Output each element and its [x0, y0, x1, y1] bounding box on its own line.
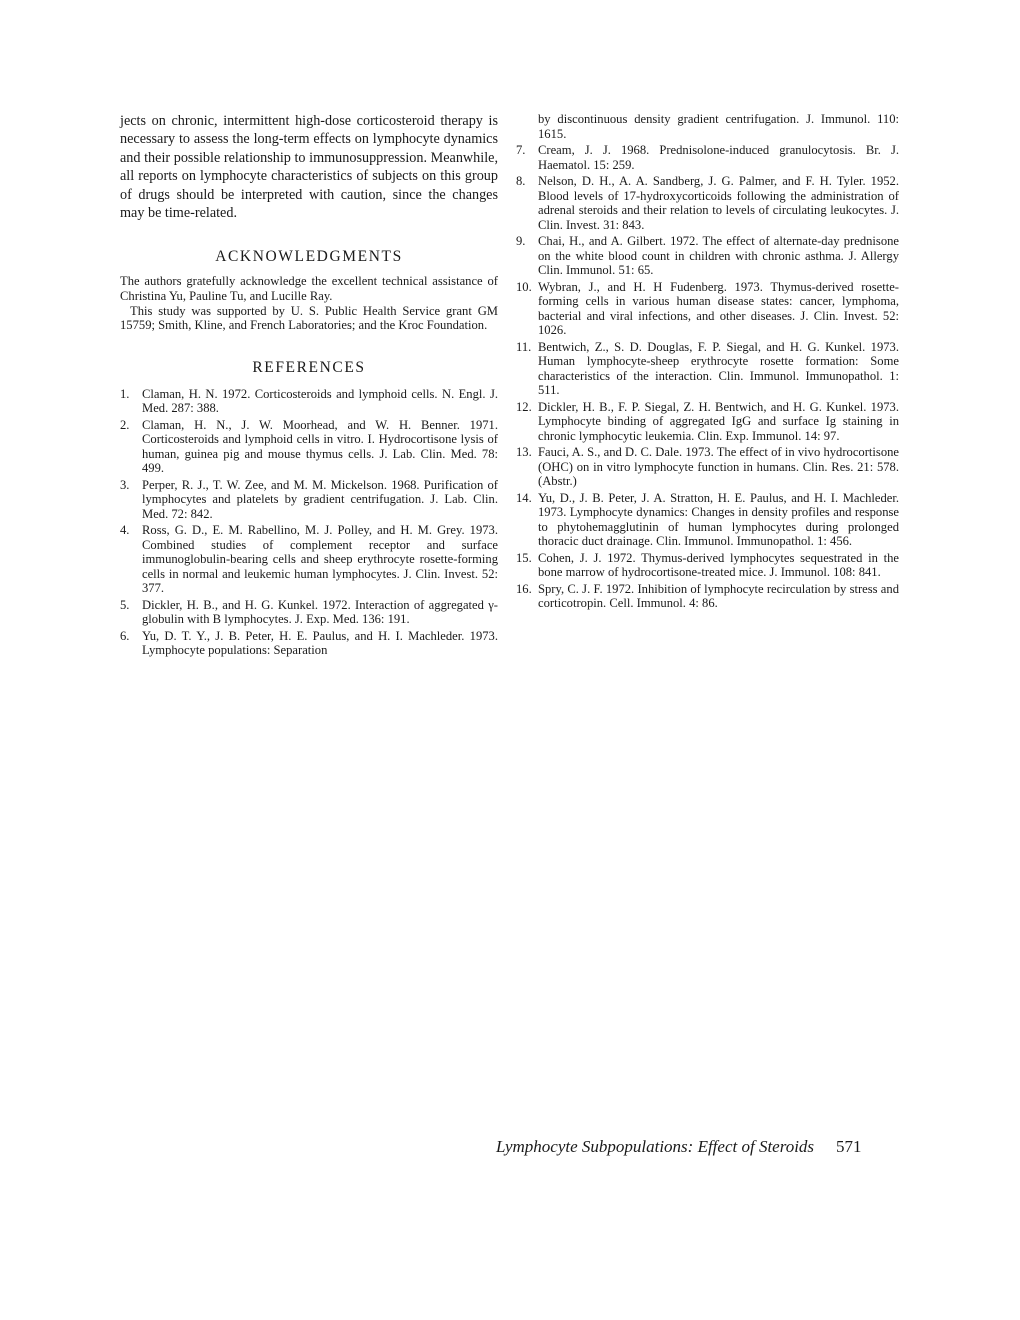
reference-text: Ross, G. D., E. M. Rabellino, M. J. Polley, and H. M. Grey. 1973. Combined studies of complement receptor and surface immunoglobulin-bearing cells and sheep erythrocyte rosette-forming cells in normal and leukemic human lymphocytes. J. Clin. Invest. 52: 377.	[142, 523, 498, 596]
reference-number: 4.	[120, 523, 130, 538]
reference-text: Cohen, J. J. 1972. Thymus-derived lymphocytes sequestrated in the bone marrow of hydrocortisone-treated mice. J. Immunol. 108: 841.	[538, 550, 899, 579]
reference-text: Dickler, H. B., F. P. Siegal, Z. H. Bentwich, and H. G. Kunkel. 1973. Lymphocyte binding of aggregated IgG and surface Ig staining in chronic lymphocytic leukemia. Clin. Exp. Immunol. 14: 97.	[538, 399, 899, 443]
reference-number: 1.	[120, 386, 130, 401]
reference-item	[516, 234, 899, 278]
reference-item	[120, 629, 498, 658]
funding-text: This study was supported by U. S. Public Health Service grant GM 15759; Smith, Kline, and French Laboratories; and the Kroc Foundation.	[120, 303, 498, 333]
reference-text: Chai, H., and A. Gilbert. 1972. The effect of alternate-day prednisone on the white blood count in children with chronic asthma. J. Allergy Clin. Immunol. 51: 65.	[538, 234, 899, 277]
running-title: Lymphocyte Subpopulations: Effect of Steroids	[496, 1137, 815, 1156]
reference-item	[516, 491, 899, 549]
reference-text: Dickler, H. B., and H. G. Kunkel. 1972. Interaction of aggregated γ-globulin with B lymphocytes. J. Exp. Med. 136: 191.	[142, 597, 498, 627]
reference-text: Bentwich, Z., S. D. Douglas, F. P. Siegal, and H. G. Kunkel. 1973. Human lymphocyte-sheep erythrocyte rosette formation: Some characteristics of the interaction. Clin. Immunol. Immunopathol. 1: 511.	[538, 339, 899, 397]
reference-item	[516, 143, 899, 172]
reference-number: 6.	[120, 628, 130, 643]
reference-number: 10.	[516, 279, 532, 294]
reference-text: Claman, H. N., J. W. Moorhead, and W. H. Benner. 1971. Corticosteroids and lymphoid cells in vitro. I. Hydrocortisone lysis of human, guinea pig and mouse thymus cells. J. Lab. Clin. Med. 78: 499.	[142, 417, 498, 476]
acknowledgments-text: The authors gratefully acknowledge the excellent technical assistance of Christina Yu, Pauline Tu, and Lucille Ray.	[120, 274, 498, 304]
reference-item	[516, 280, 899, 338]
reference-number: 11.	[516, 339, 532, 354]
body-paragraph: jects on chronic, intermittent high-dose corticosteroid therapy is necessary to assess the long-term effects on lymphocyte dynamics and their possible relationship to immunosuppression. Meanwhile, all reports on lymphocyte characteristics of subjects on this group of drugs should be interpreted with caution, since the changes may be time-related.	[120, 113, 498, 222]
reference-item	[516, 445, 899, 489]
reference-number: 3.	[120, 477, 130, 492]
page-number: 571	[836, 1137, 862, 1156]
reference-text: Yu, D. T. Y., J. B. Peter, H. E. Paulus, and H. I. Machleder. 1973. Lymphocyte populations: Separation	[142, 628, 498, 658]
reference-item	[516, 551, 899, 580]
reference-number: 14.	[516, 490, 532, 505]
reference-text: Yu, D., J. B. Peter, J. A. Stratton, H. E. Paulus, and H. I. Machleder. 1973. Lymphocyte dynamics: Changes in density profiles and response to phytohemagglutinin of human lymphocytes during prolonged thoracic duct drainage. Clin. Immunol. Immunopathol. 1: 456.	[538, 490, 899, 548]
reference-item	[516, 582, 899, 611]
references-heading: REFERENCES	[252, 358, 366, 376]
reference-item	[516, 340, 899, 398]
reference-number: 2.	[120, 417, 130, 432]
acknowledgments-heading: ACKNOWLEDGMENTS	[215, 248, 403, 266]
reference-number: 12.	[516, 399, 532, 414]
page-footer	[496, 1137, 896, 1157]
reference-number: 9.	[516, 234, 526, 248]
left-column	[120, 112, 498, 660]
reference-item	[120, 598, 498, 627]
reference-item	[516, 400, 899, 444]
reference-list-right	[516, 143, 899, 611]
reference-item	[120, 418, 498, 476]
reference-text: Spry, C. J. F. 1972. Inhibition of lymphocyte recirculation by stress and corticotropin. Cell. Immunol. 4: 86.	[538, 581, 899, 610]
reference-text: Claman, H. N. 1972. Corticosteroids and lymphoid cells. N. Engl. J. Med. 287: 388.	[142, 386, 498, 416]
reference-text: Fauci, A. S., and D. C. Dale. 1973. The effect of in vivo hydrocortisone (OHC) on in vitro lymphocyte function in humans. Clin. Res. 21: 578. (Abstr.)	[538, 445, 899, 488]
reference-number: 15.	[516, 550, 532, 565]
reference-item	[516, 174, 899, 232]
reference-number: 13.	[516, 445, 532, 459]
reference-number: 16.	[516, 581, 532, 596]
reference-text: Cream, J. J. 1968. Prednisolone-induced granulocytosis. Br. J. Haematol. 15: 259.	[538, 143, 899, 172]
reference-item	[120, 387, 498, 416]
reference-number: 8.	[516, 174, 526, 188]
reference-text: Wybran, J., and H. H Fudenberg. 1973. Thymus-derived rosette-forming cells in various human disease states: cancer, lymphoma, bacterial and viral infections, and other diseases. J. Clin. Invest. 52: 1026.	[538, 279, 899, 337]
reference-list-left	[120, 387, 498, 658]
right-column	[516, 112, 899, 613]
reference-number: 7.	[516, 143, 526, 157]
reference-text: Nelson, D. H., A. A. Sandberg, J. G. Palmer, and F. H. Tyler. 1952. Blood levels of 17-hydroxycorticoids following the administration of adrenal steroids and their relation to levels of circulating leukocytes. J. Clin. Invest. 31: 843.	[538, 174, 899, 232]
reference-item	[120, 523, 498, 596]
reference-item	[120, 478, 498, 522]
reference-number: 5.	[120, 597, 130, 612]
reference-continuation: by discontinuous density gradient centrifugation. J. Immunol. 110: 1615.	[538, 112, 899, 141]
reference-text: Perper, R. J., T. W. Zee, and M. M. Mickelson. 1968. Purification of lymphocytes and platelets by gradient centrifugation. J. Lab. Clin. Med. 72: 842.	[142, 477, 498, 521]
